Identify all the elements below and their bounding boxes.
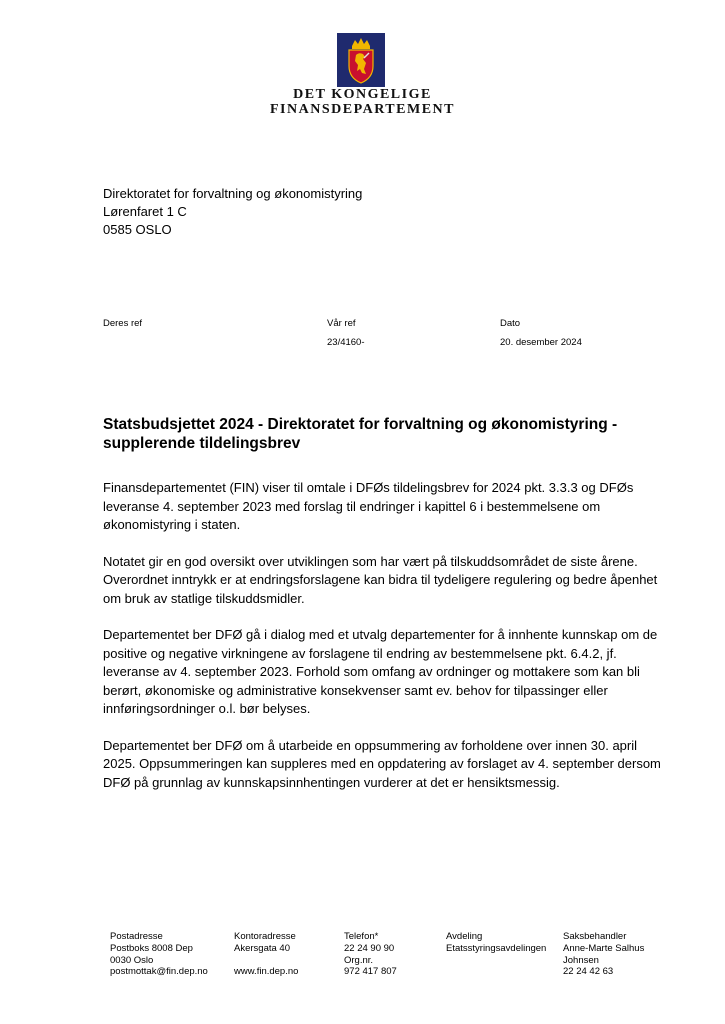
dato-value: 20. desember 2024	[500, 337, 582, 348]
recipient-street: Lørenfaret 1 C	[103, 204, 187, 219]
footer-email: postmottak@fin.dep.no	[110, 966, 208, 978]
footer-street: Akersgata 40	[234, 942, 290, 954]
var-ref-value: 23/4160-	[327, 337, 365, 348]
paragraph: Departementet ber DFØ om å utarbeide en oppsummering av forholdene over innen 30. april 2025. Oppsummeringen kan suppleres med en oppdatering av forslaget av 4. september dersom DFØ på grunnlag av kunnskapsinnhentingen vurderer at det er hensiktsmessig.	[103, 737, 661, 790]
paragraph: Departementet ber DFØ gå i dialog med et utvalg departementer for å innhente kunnskap om de positive og negative virkningene av forslagene til endring av bestemmelsene pkt. 6.4.2, jf. leveranse av 4. september 2023. Forhold som omfang av ordninger og mottakere som kan bli berørt, økonomiske og administrative konsekvenser samt ev. behov for tilpassinger eller innføringsordninger o.l. bør belyses.	[103, 627, 658, 716]
footer-saksbehandler-phone: 22 24 42 63	[563, 966, 614, 978]
footer-telefon	[344, 931, 397, 978]
var-ref-label: Vår ref	[327, 318, 356, 329]
footer-postboks: Postboks 8008 Dep	[110, 942, 193, 954]
paragraph: Notatet gir en god oversikt over utviklingen som har vært på tilskuddsområdet de siste årene. Overordnet inntrykk er at endringsforslagene kan bidra til tydeligere regulering og bedre åpenhet om bruk av statlige tilskuddsmidler.	[103, 553, 658, 606]
footer-saksbehandler-label: Saksbehandler	[563, 931, 627, 942]
footer-saksbehandler	[563, 931, 644, 978]
footer-website: www.fin.dep.no	[234, 966, 299, 978]
footer-blank	[234, 955, 298, 967]
deres-ref-value	[103, 337, 142, 356]
letter-title: Statsbudsjettet 2024 - Direktoratet for forvaltning og økonomistyring - supplerende tildelingsbrev	[103, 416, 618, 452]
paragraph: Finansdepartementet (FIN) viser til omtale i DFØs tildelingsbrev for 2024 pkt. 3.3.3 og DFØs leveranse 4. september 2023 med forslag til endringer i kapittel 6 i bestemmelsene om økonomistyring i staten.	[103, 480, 634, 532]
recipient-name: Direktoratet for forvaltning og økonomistyring	[103, 186, 363, 201]
footer-saksbehandler-name2: Johnsen	[563, 954, 599, 966]
footer-avdeling	[446, 931, 546, 955]
deres-ref-label: Deres ref	[103, 318, 143, 329]
var-ref-block	[327, 318, 365, 356]
footer-saksbehandler-name1: Anne-Marte Salhus	[563, 942, 645, 954]
footer-avdeling-value: Etatsstyringsavdelingen	[446, 942, 547, 954]
footer-telefon-label: Telefon*	[344, 931, 379, 942]
coat-of-arms-logo	[337, 33, 385, 87]
footer-telefon-value: 22 24 90 90	[344, 942, 395, 954]
ministry-name-line2: FINANSDEPARTEMENT	[270, 102, 455, 117]
dato-block	[500, 318, 582, 356]
recipient-postal: 0585 OSLO	[103, 222, 172, 237]
letter-body	[103, 479, 663, 810]
footer-kontoradresse	[234, 931, 298, 978]
footer-postadresse-label: Postadresse	[110, 931, 163, 942]
deres-ref-block	[103, 318, 142, 356]
dato-label: Dato	[500, 318, 521, 329]
ministry-name-line1: DET KONGELIGE	[293, 87, 432, 102]
footer-kontoradresse-label: Kontoradresse	[234, 931, 296, 942]
footer-postnummer: 0030 Oslo	[110, 954, 154, 966]
footer-avdeling-label: Avdeling	[446, 931, 483, 942]
recipient-address	[103, 185, 362, 239]
footer-orgnr-value: 972 417 807	[344, 966, 397, 978]
footer-postadresse	[110, 931, 208, 978]
footer-orgnr-label: Org.nr.	[344, 954, 374, 966]
